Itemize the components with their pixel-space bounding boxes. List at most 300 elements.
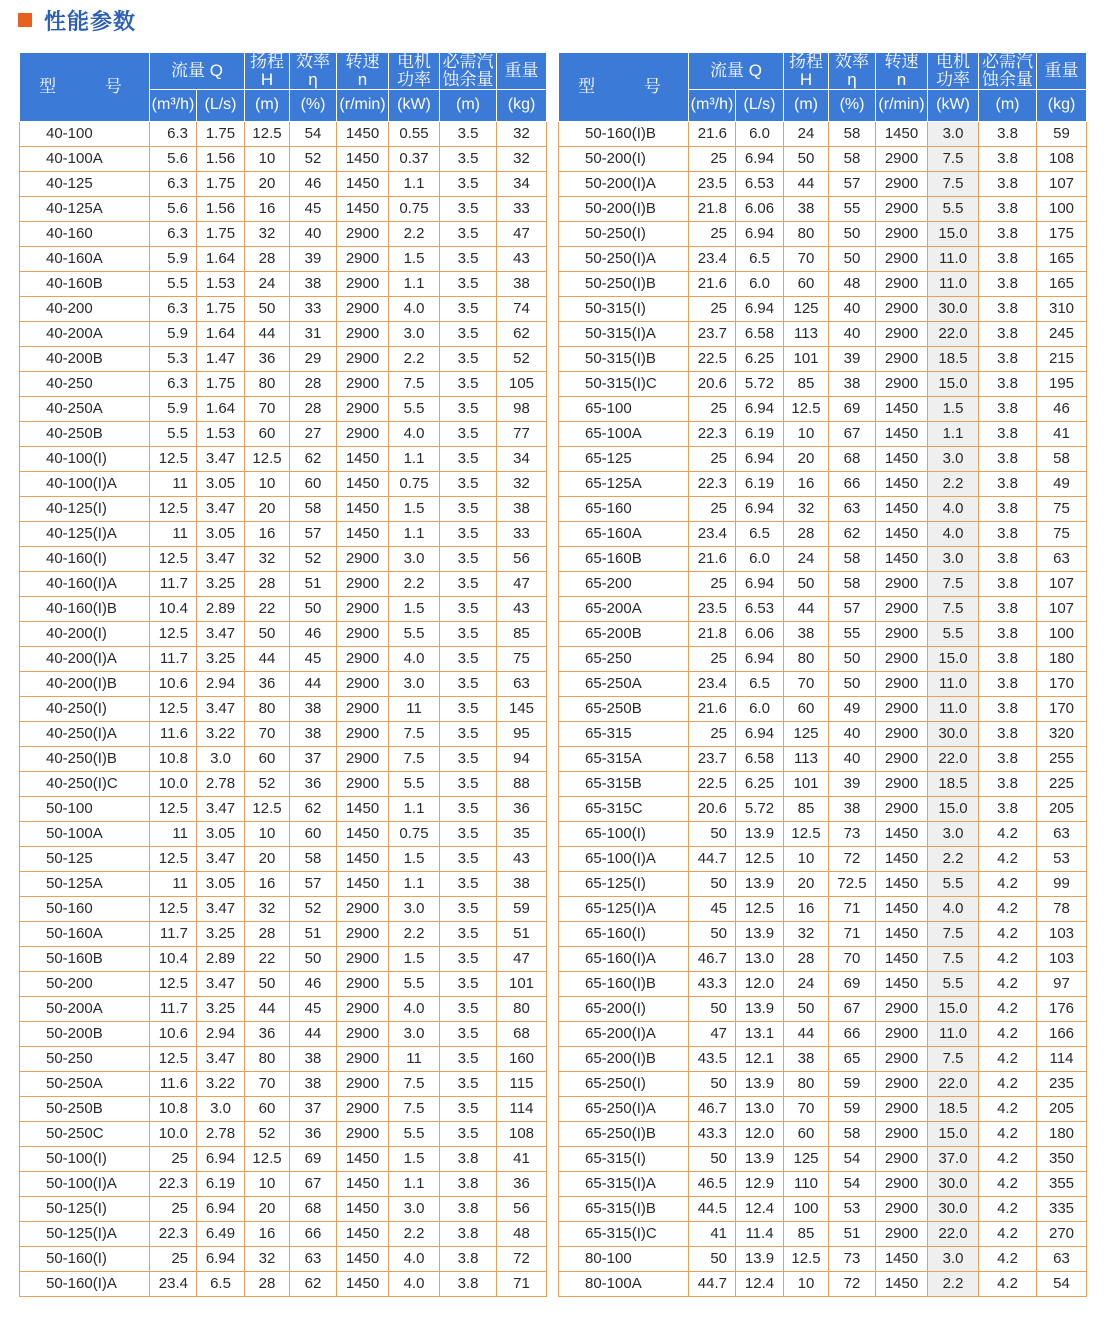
cell-model: 40-250: [20, 371, 150, 396]
cell-model: 40-125(I)A: [20, 521, 150, 546]
cell-weight: 176: [1037, 996, 1087, 1021]
cell-head: 32: [784, 921, 829, 946]
cell-power: 1.5: [389, 1146, 440, 1171]
cell-speed: 1450: [337, 1196, 389, 1221]
cell-model: 50-315(I)A: [559, 321, 689, 346]
cell-weight: 114: [497, 1096, 547, 1121]
cell-model: 40-125: [20, 171, 150, 196]
cell-weight: 170: [1037, 671, 1087, 696]
cell-speed: 2900: [337, 971, 389, 996]
table-row: [20, 1196, 547, 1221]
cell-flow-m3h: 25: [689, 221, 736, 246]
cell-weight: 215: [1037, 346, 1087, 371]
cell-model: 40-200(I): [20, 621, 150, 646]
cell-speed: 1450: [337, 496, 389, 521]
table-row: [20, 1021, 547, 1046]
cell-head: 85: [784, 796, 829, 821]
header-npsh: [440, 53, 497, 90]
cell-model: 50-100: [20, 796, 150, 821]
table-row: [20, 221, 547, 246]
cell-flow-ls: 6.53: [736, 596, 784, 621]
table-row: [559, 721, 1087, 746]
cell-npsh: 3.5: [440, 1071, 497, 1096]
cell-head: 60: [245, 1096, 290, 1121]
table-row: [559, 296, 1087, 321]
cell-efficiency: 29: [290, 346, 337, 371]
header-flow: 流量 Q: [689, 53, 784, 90]
table-row: [20, 1246, 547, 1271]
cell-model: 65-160(I)B: [559, 971, 689, 996]
table-row: [20, 471, 547, 496]
cell-flow-m3h: 22.3: [150, 1171, 197, 1196]
header-npsh-label1: 必需汽: [442, 52, 494, 71]
header-efficiency-unit: (%): [829, 89, 876, 121]
cell-speed: 2900: [337, 771, 389, 796]
cell-speed: 2900: [337, 1121, 389, 1146]
cell-npsh: 3.5: [440, 346, 497, 371]
cell-flow-m3h: 11.7: [150, 996, 197, 1021]
table-row: [20, 446, 547, 471]
cell-model: 65-250: [559, 646, 689, 671]
cell-flow-ls: 13.1: [736, 1021, 784, 1046]
cell-head: 20: [245, 846, 290, 871]
cell-power: 30.0: [928, 1196, 979, 1221]
cell-head: 10: [245, 1171, 290, 1196]
cell-flow-m3h: 23.7: [689, 746, 736, 771]
cell-power: 0.75: [389, 196, 440, 221]
cell-npsh: 3.8: [979, 446, 1037, 471]
cell-speed: 1450: [876, 821, 928, 846]
cell-head: 50: [784, 571, 829, 596]
cell-flow-ls: 1.75: [197, 371, 245, 396]
cell-power: 2.2: [389, 346, 440, 371]
cell-power: 1.5: [389, 846, 440, 871]
cell-power: 1.1: [389, 871, 440, 896]
cell-flow-ls: 3.0: [197, 746, 245, 771]
cell-efficiency: 65: [829, 1046, 876, 1071]
cell-efficiency: 39: [290, 246, 337, 271]
cell-speed: 2900: [876, 171, 928, 196]
cell-speed: 1450: [876, 521, 928, 546]
cell-weight: 114: [1037, 1046, 1087, 1071]
cell-npsh: 3.5: [440, 671, 497, 696]
cell-npsh: 3.5: [440, 921, 497, 946]
cell-weight: 170: [1037, 696, 1087, 721]
cell-power: 3.0: [389, 671, 440, 696]
cell-power: 5.5: [389, 771, 440, 796]
cell-npsh: 3.8: [440, 1271, 497, 1296]
cell-efficiency: 72.5: [829, 871, 876, 896]
cell-model: 65-200: [559, 571, 689, 596]
cell-power: 15.0: [928, 996, 979, 1021]
cell-efficiency: 36: [290, 771, 337, 796]
table-row: [559, 1221, 1087, 1246]
cell-weight: 107: [1037, 596, 1087, 621]
cell-efficiency: 38: [829, 796, 876, 821]
cell-efficiency: 40: [290, 221, 337, 246]
cell-npsh: 3.8: [979, 671, 1037, 696]
table-row: [559, 771, 1087, 796]
cell-model: 65-200A: [559, 596, 689, 621]
cell-model: 65-160A: [559, 521, 689, 546]
table-row: [559, 496, 1087, 521]
cell-efficiency: 66: [829, 1021, 876, 1046]
table-row: [559, 1121, 1087, 1146]
cell-speed: 2900: [876, 371, 928, 396]
cell-head: 28: [245, 921, 290, 946]
cell-head: 44: [245, 646, 290, 671]
cell-efficiency: 46: [290, 171, 337, 196]
cell-head: 12.5: [245, 1146, 290, 1171]
cell-head: 80: [784, 646, 829, 671]
cell-model: 65-315(I)C: [559, 1221, 689, 1246]
cell-npsh: 3.8: [979, 721, 1037, 746]
cell-flow-m3h: 23.5: [689, 171, 736, 196]
cell-model: 50-200(I): [559, 146, 689, 171]
cell-model: 50-160(I)B: [559, 121, 689, 146]
cell-head: 70: [245, 721, 290, 746]
cell-npsh: 4.2: [979, 896, 1037, 921]
cell-flow-ls: 13.9: [736, 996, 784, 1021]
header-npsh-unit: (m): [440, 89, 497, 121]
cell-power: 0.75: [389, 471, 440, 496]
table-row: [559, 821, 1087, 846]
cell-head: 20: [245, 1196, 290, 1221]
cell-flow-m3h: 21.8: [689, 196, 736, 221]
cell-model: 65-315(I): [559, 1146, 689, 1171]
cell-power: 7.5: [928, 596, 979, 621]
cell-weight: 56: [497, 1196, 547, 1221]
header-efficiency-unit: (%): [290, 89, 337, 121]
cell-npsh: 3.8: [979, 296, 1037, 321]
header-efficiency-label: 效率: [835, 52, 870, 71]
cell-model: 65-315(I)A: [559, 1171, 689, 1196]
table-row: [559, 971, 1087, 996]
cell-weight: 205: [1037, 1096, 1087, 1121]
header-efficiency-label: 效率: [296, 52, 331, 71]
cell-npsh: 4.2: [979, 871, 1037, 896]
cell-flow-m3h: 25: [689, 721, 736, 746]
cell-flow-m3h: 43.3: [689, 971, 736, 996]
cell-flow-ls: 3.47: [197, 496, 245, 521]
cell-model: 40-250(I)A: [20, 721, 150, 746]
cell-flow-ls: 1.75: [197, 171, 245, 196]
cell-power: 7.5: [928, 921, 979, 946]
cell-flow-m3h: 25: [689, 496, 736, 521]
cell-speed: 1450: [337, 1146, 389, 1171]
cell-flow-ls: 3.05: [197, 821, 245, 846]
cell-power: 7.5: [928, 146, 979, 171]
cell-model: 50-160(I)A: [20, 1271, 150, 1296]
cell-power: 1.1: [389, 446, 440, 471]
cell-speed: 2900: [876, 1171, 928, 1196]
table-row: [559, 346, 1087, 371]
cell-model: 40-125(I): [20, 496, 150, 521]
cell-power: 18.5: [928, 346, 979, 371]
cell-npsh: 3.5: [440, 771, 497, 796]
cell-model: 40-160(I)A: [20, 571, 150, 596]
table-row: [20, 1071, 547, 1096]
cell-weight: 36: [497, 796, 547, 821]
cell-weight: 94: [497, 746, 547, 771]
table-row: [20, 771, 547, 796]
cell-model: 65-315C: [559, 796, 689, 821]
cell-head: 113: [784, 746, 829, 771]
cell-power: 0.37: [389, 146, 440, 171]
cell-npsh: 3.5: [440, 646, 497, 671]
cell-weight: 54: [1037, 1271, 1087, 1296]
table-row: [20, 871, 547, 896]
cell-speed: 2900: [876, 1021, 928, 1046]
cell-npsh: 3.5: [440, 521, 497, 546]
cell-flow-ls: 6.58: [736, 321, 784, 346]
header-weight-unit: (kg): [1037, 89, 1087, 121]
cell-power: 18.5: [928, 771, 979, 796]
header-weight: 重量: [1037, 53, 1087, 90]
cell-power: 2.2: [389, 571, 440, 596]
header-flow-unit-m3h: (m³/h): [689, 89, 736, 121]
cell-head: 22: [245, 596, 290, 621]
cell-model: 50-315(I)B: [559, 346, 689, 371]
table-row: [20, 396, 547, 421]
cell-npsh: 3.8: [979, 771, 1037, 796]
cell-npsh: 3.5: [440, 871, 497, 896]
cell-efficiency: 57: [829, 171, 876, 196]
cell-model: 65-200(I)B: [559, 1046, 689, 1071]
cell-weight: 33: [497, 196, 547, 221]
header-head-label: 扬程: [789, 52, 824, 71]
cell-flow-ls: 12.0: [736, 1121, 784, 1146]
cell-speed: 1450: [337, 1271, 389, 1296]
table-row: [20, 621, 547, 646]
header-power-label1: 电机: [936, 52, 971, 71]
cell-model: 40-200(I)A: [20, 646, 150, 671]
cell-efficiency: 37: [290, 746, 337, 771]
table-row: [559, 746, 1087, 771]
cell-npsh: 3.5: [440, 446, 497, 471]
cell-flow-ls: 3.05: [197, 521, 245, 546]
cell-npsh: 3.8: [979, 121, 1037, 146]
cell-speed: 2900: [876, 1046, 928, 1071]
cell-flow-ls: 6.94: [197, 1246, 245, 1271]
cell-model: 40-160B: [20, 271, 150, 296]
cell-efficiency: 46: [290, 621, 337, 646]
cell-flow-m3h: 10.0: [150, 1121, 197, 1146]
cell-head: 38: [784, 196, 829, 221]
cell-flow-ls: 6.5: [736, 246, 784, 271]
cell-npsh: 3.5: [440, 896, 497, 921]
cell-power: 3.0: [928, 1246, 979, 1271]
cell-npsh: 4.2: [979, 1071, 1037, 1096]
cell-head: 50: [245, 971, 290, 996]
cell-head: 10: [784, 1271, 829, 1296]
cell-efficiency: 39: [829, 771, 876, 796]
cell-efficiency: 28: [290, 396, 337, 421]
cell-power: 1.1: [389, 796, 440, 821]
cell-flow-ls: 3.47: [197, 846, 245, 871]
cell-flow-m3h: 21.8: [689, 621, 736, 646]
cell-efficiency: 54: [829, 1146, 876, 1171]
cell-npsh: 3.5: [440, 696, 497, 721]
table-row: [20, 846, 547, 871]
cell-flow-ls: 6.94: [736, 446, 784, 471]
table-row: [559, 446, 1087, 471]
cell-flow-m3h: 22.5: [689, 346, 736, 371]
cell-weight: 103: [1037, 946, 1087, 971]
cell-speed: 1450: [337, 821, 389, 846]
cell-model: 40-100(I): [20, 446, 150, 471]
cell-head: 80: [245, 1046, 290, 1071]
cell-power: 30.0: [928, 296, 979, 321]
cell-power: 11.0: [928, 696, 979, 721]
cell-power: 30.0: [928, 1171, 979, 1196]
table-row: [559, 671, 1087, 696]
cell-flow-m3h: 23.5: [689, 596, 736, 621]
table-row: [20, 246, 547, 271]
cell-npsh: 3.8: [979, 521, 1037, 546]
cell-flow-ls: 6.94: [736, 296, 784, 321]
cell-npsh: 3.8: [979, 646, 1037, 671]
cell-power: 7.5: [928, 171, 979, 196]
cell-flow-m3h: 11.6: [150, 1071, 197, 1096]
cell-flow-ls: 6.94: [197, 1146, 245, 1171]
cell-flow-m3h: 50: [689, 1146, 736, 1171]
header-weight-unit: (kg): [497, 89, 547, 121]
cell-weight: 98: [497, 396, 547, 421]
cell-speed: 2900: [876, 596, 928, 621]
cell-efficiency: 73: [829, 821, 876, 846]
cell-npsh: 3.8: [979, 421, 1037, 446]
cell-speed: 2900: [876, 1121, 928, 1146]
cell-weight: 53: [1037, 846, 1087, 871]
cell-weight: 78: [1037, 896, 1087, 921]
cell-weight: 255: [1037, 746, 1087, 771]
table-row: [559, 1071, 1087, 1096]
cell-power: 15.0: [928, 221, 979, 246]
cell-npsh: 3.8: [440, 1196, 497, 1221]
cell-efficiency: 38: [290, 271, 337, 296]
cell-power: 18.5: [928, 1096, 979, 1121]
cell-flow-ls: 12.0: [736, 971, 784, 996]
cell-power: 22.0: [928, 321, 979, 346]
cell-model: 65-160B: [559, 546, 689, 571]
cell-flow-m3h: 5.3: [150, 346, 197, 371]
cell-speed: 1450: [876, 871, 928, 896]
cell-model: 50-250C: [20, 1121, 150, 1146]
cell-model: 40-250(I): [20, 696, 150, 721]
cell-power: 2.2: [928, 1271, 979, 1296]
cell-model: 40-100(I)A: [20, 471, 150, 496]
cell-head: 12.5: [784, 1246, 829, 1271]
table-row: [20, 496, 547, 521]
cell-speed: 2900: [876, 146, 928, 171]
cell-flow-ls: 12.5: [736, 896, 784, 921]
cell-efficiency: 54: [829, 1171, 876, 1196]
cell-npsh: 3.5: [440, 121, 497, 146]
cell-speed: 2900: [337, 221, 389, 246]
table-row: [20, 821, 547, 846]
cell-head: 12.5: [245, 121, 290, 146]
cell-flow-ls: 12.9: [736, 1171, 784, 1196]
table-row: [20, 721, 547, 746]
cell-speed: 2900: [337, 396, 389, 421]
cell-flow-m3h: 10.0: [150, 771, 197, 796]
cell-power: 1.1: [389, 1171, 440, 1196]
cell-flow-m3h: 50: [689, 996, 736, 1021]
cell-flow-m3h: 6.3: [150, 121, 197, 146]
cell-flow-m3h: 10.6: [150, 671, 197, 696]
cell-flow-ls: 12.5: [736, 846, 784, 871]
cell-npsh: 3.5: [440, 971, 497, 996]
cell-head: 22: [245, 946, 290, 971]
cell-head: 12.5: [245, 446, 290, 471]
cell-npsh: 3.5: [440, 371, 497, 396]
cell-flow-m3h: 12.5: [150, 546, 197, 571]
header-npsh-label2: 蚀余量: [982, 69, 1034, 89]
cell-flow-ls: 1.53: [197, 271, 245, 296]
cell-model: 50-315(I): [559, 296, 689, 321]
cell-weight: 100: [1037, 621, 1087, 646]
cell-model: 50-125: [20, 846, 150, 871]
cell-head: 44: [245, 321, 290, 346]
cell-flow-m3h: 21.6: [689, 546, 736, 571]
cell-model: 80-100: [559, 1246, 689, 1271]
cell-power: 0.75: [389, 821, 440, 846]
cell-weight: 34: [497, 446, 547, 471]
cell-efficiency: 62: [290, 1271, 337, 1296]
cell-flow-ls: 6.19: [736, 471, 784, 496]
cell-flow-m3h: 12.5: [150, 1046, 197, 1071]
cell-efficiency: 46: [290, 971, 337, 996]
cell-power: 7.5: [928, 1046, 979, 1071]
cell-speed: 2900: [876, 296, 928, 321]
cell-npsh: 4.2: [979, 921, 1037, 946]
cell-npsh: 4.2: [979, 1046, 1037, 1071]
cell-flow-m3h: 25: [689, 296, 736, 321]
cell-flow-ls: 6.94: [736, 396, 784, 421]
cell-flow-ls: 6.94: [736, 646, 784, 671]
cell-weight: 32: [497, 146, 547, 171]
cell-head: 44: [784, 596, 829, 621]
cell-npsh: 3.5: [440, 571, 497, 596]
header-speed: [337, 53, 389, 90]
cell-npsh: 3.5: [440, 1096, 497, 1121]
table-row: [20, 271, 547, 296]
cell-weight: 63: [1037, 821, 1087, 846]
header-speed-unit: (r/min): [876, 89, 928, 121]
cell-flow-ls: 3.47: [197, 796, 245, 821]
cell-flow-ls: 3.0: [197, 1096, 245, 1121]
cell-flow-m3h: 5.5: [150, 421, 197, 446]
cell-power: 4.0: [389, 646, 440, 671]
cell-speed: 2900: [337, 246, 389, 271]
cell-head: 80: [784, 1071, 829, 1096]
cell-head: 52: [245, 771, 290, 796]
cell-npsh: 3.8: [440, 1171, 497, 1196]
cell-flow-ls: 5.72: [736, 371, 784, 396]
cell-flow-m3h: 44.7: [689, 1271, 736, 1296]
cell-weight: 100: [1037, 196, 1087, 221]
cell-power: 5.5: [928, 621, 979, 646]
cell-efficiency: 62: [290, 796, 337, 821]
cell-flow-ls: 1.64: [197, 321, 245, 346]
cell-flow-ls: 13.9: [736, 1246, 784, 1271]
table-row: [559, 471, 1087, 496]
header-power-unit: (kW): [928, 89, 979, 121]
cell-head: 80: [245, 371, 290, 396]
cell-speed: 2900: [337, 1071, 389, 1096]
cell-head: 36: [245, 671, 290, 696]
